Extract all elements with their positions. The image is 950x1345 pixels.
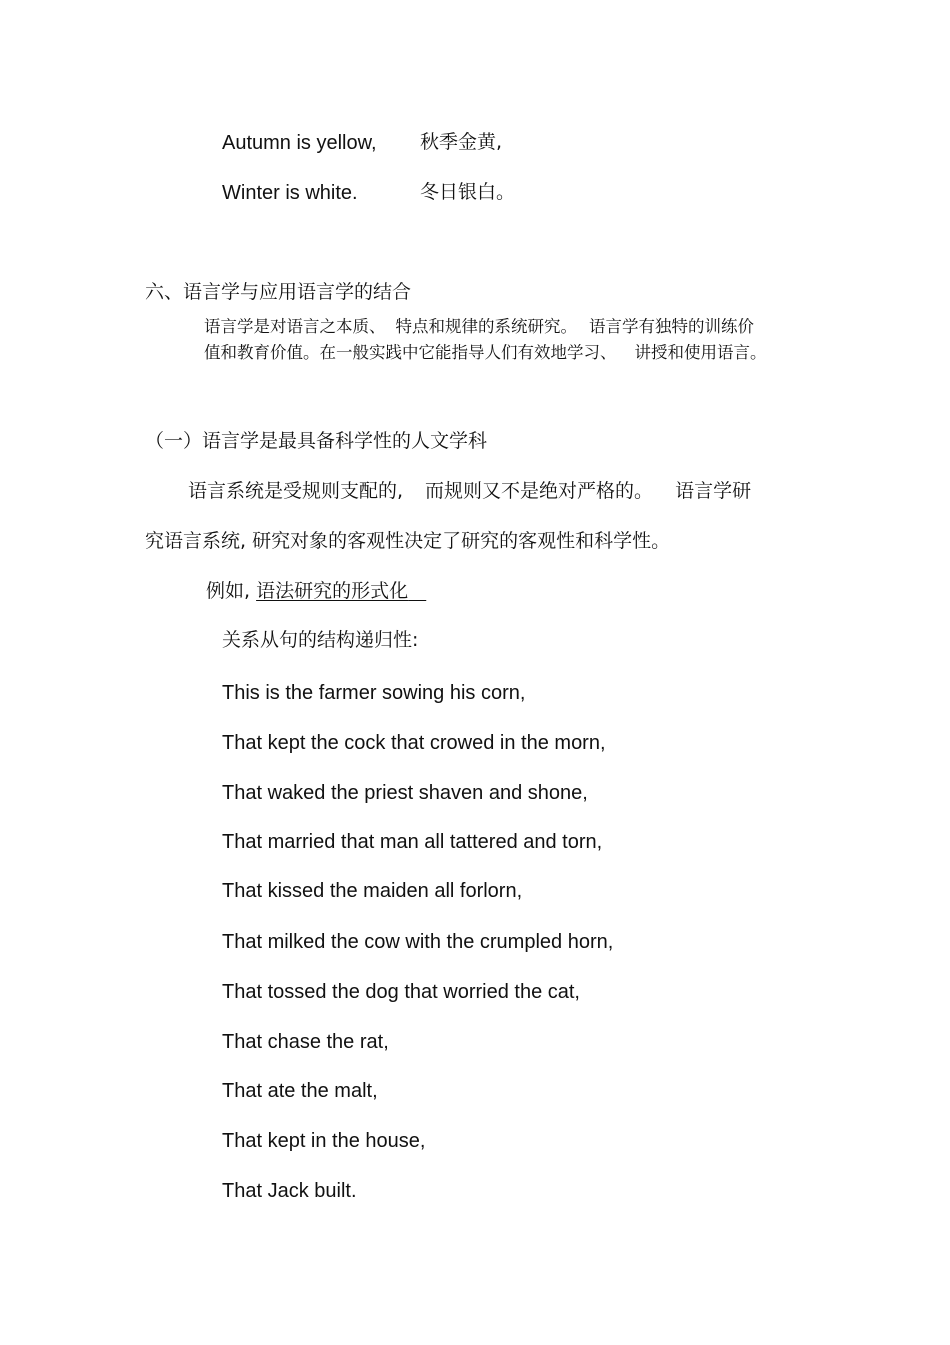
text-segment: 语言学有独特的训练价 xyxy=(589,317,754,336)
text-segment: 语言学研 xyxy=(675,480,752,502)
subsection-title: （一）语言学是最具备科学性的人文学科 xyxy=(145,430,488,452)
rhyme-line: That milked the cow with the crumpled horn, xyxy=(222,931,614,953)
rhyme-line: That waked the priest shaven and shone, xyxy=(222,782,588,804)
text-segment: 语言学是对语言之本质、 xyxy=(204,317,386,336)
text-segment: 值和教育价值。在一般实践中它能指导人们有效地学习、 xyxy=(204,343,617,362)
rhyme-line: That kept in the house, xyxy=(222,1130,426,1152)
rhyme-line: That married that man all tattered and torn, xyxy=(222,831,603,853)
rhyme-line: That kept the cock that crowed in the morn, xyxy=(222,732,606,754)
example-prefix: 例如, xyxy=(206,580,257,602)
example-line xyxy=(206,582,426,601)
text-segment: 而规则又不是绝对严格的。 xyxy=(425,480,654,502)
poem-en-line: Autumn is yellow, xyxy=(222,132,377,154)
subsection-paragraph-line: 究语言系统, 研究对象的客观性决定了研究的客观性和科学性。 xyxy=(145,530,671,552)
poem-pair-winter xyxy=(222,181,516,204)
recursion-label: 关系从句的结构递归性: xyxy=(222,629,419,651)
text-segment: 语言系统是受规则支配的, xyxy=(188,480,404,502)
rhyme-line: That chase the rat, xyxy=(222,1031,389,1053)
poem-pair-autumn xyxy=(222,131,503,154)
poem-zh-line: 秋季金黄, xyxy=(420,131,503,153)
subsection-paragraph-line xyxy=(188,482,751,501)
section-title: 六、语言学与应用语言学的结合 xyxy=(145,281,412,303)
example-link: 语法研究的形式化 xyxy=(256,580,409,602)
rhyme-line: That kissed the maiden all forlorn, xyxy=(222,880,523,902)
rhyme-line: This is the farmer sowing his corn, xyxy=(222,682,526,704)
rhyme-line: That ate the malt, xyxy=(222,1080,378,1102)
poem-en-line: Winter is white. xyxy=(222,182,358,204)
underline-tail xyxy=(408,580,426,602)
text-segment: 讲授和使用语言。 xyxy=(634,343,767,362)
text-segment: 特点和规律的系统研究。 xyxy=(395,317,577,336)
rhyme-line: That Jack built. xyxy=(222,1180,357,1202)
section-paragraph-line xyxy=(204,345,767,362)
rhyme-line: That tossed the dog that worried the cat, xyxy=(222,981,580,1003)
poem-zh-line: 冬日银白。 xyxy=(420,181,516,203)
section-paragraph-line xyxy=(204,319,754,336)
